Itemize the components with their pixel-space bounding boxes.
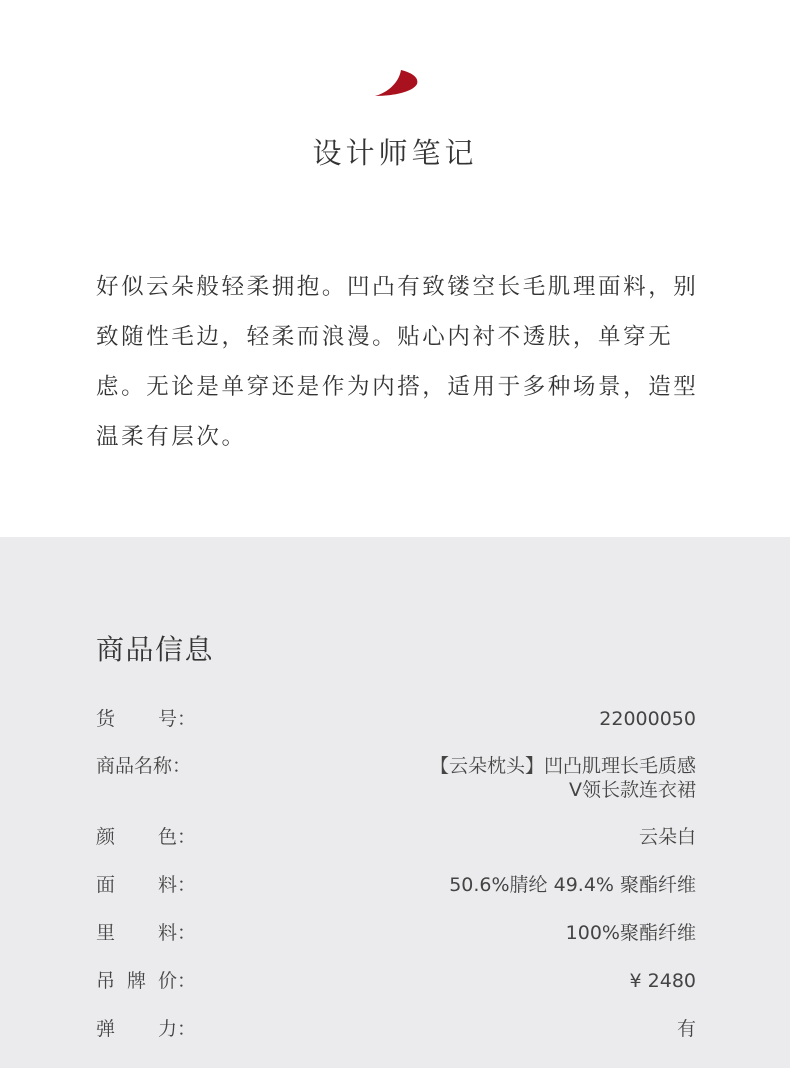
info-value: 云朵白 xyxy=(638,826,696,848)
info-label: 商品名称： xyxy=(96,755,192,777)
info-value: 50.6%腈纶 49.4% 聚酯纤维 xyxy=(449,874,696,896)
info-value: 100%聚酯纤维 xyxy=(565,922,696,944)
info-value: 有 xyxy=(676,1018,696,1040)
info-value: 【云朵枕头】凹凸肌理长毛质感 V领长款连衣裙 xyxy=(429,755,696,801)
info-label: 面 料： xyxy=(96,874,196,896)
product-info-title: 商品信息 xyxy=(96,633,215,666)
info-label: 货 号： xyxy=(96,708,196,730)
info-value: ¥ 2480 xyxy=(629,970,696,992)
product-info-section xyxy=(0,537,790,1068)
info-label: 吊 牌 价： xyxy=(96,970,196,992)
designer-notes-title: 设计师笔记 xyxy=(312,136,478,170)
info-label: 颜 色： xyxy=(96,826,196,848)
info-value: 22000050 xyxy=(599,708,696,730)
info-label: 里 料： xyxy=(96,922,196,944)
red-crescent-icon xyxy=(373,68,419,98)
designer-notes-text: 好似云朵般轻柔拥抱。凹凸有致镂空长毛肌理面料，别致随性毛边，轻柔而浪漫。贴心内衬不透肤，单穿无虑。无论是单穿还是作为内搭，适用于多种场景，造型温柔有层次。 xyxy=(96,274,699,450)
info-label: 弹 力： xyxy=(96,1018,196,1040)
